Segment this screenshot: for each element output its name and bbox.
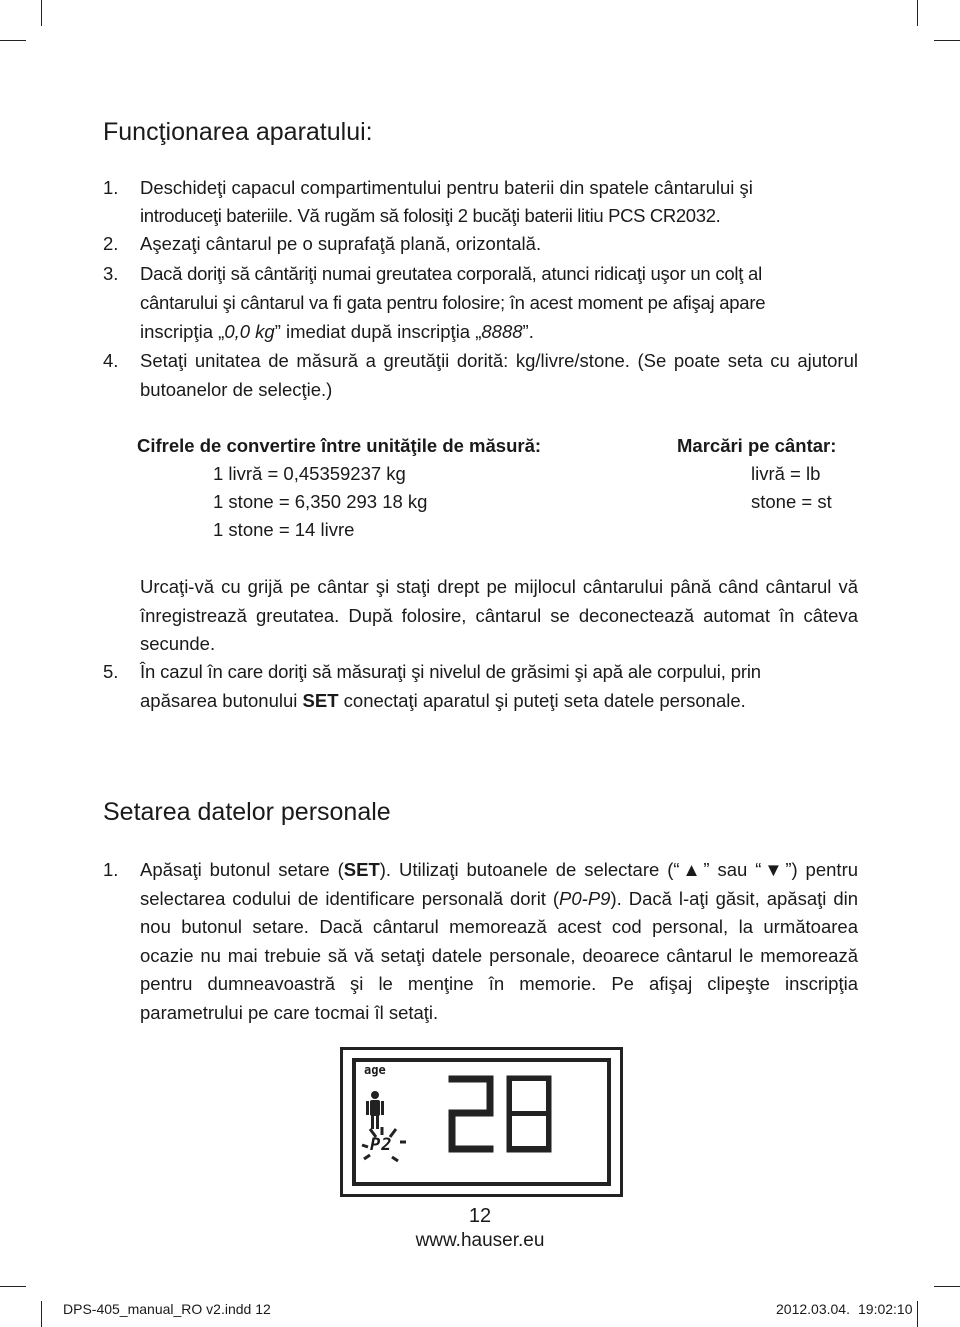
lcd-age-label: age [364, 1063, 386, 1077]
personal-code-range: P0-P9 [559, 887, 611, 909]
crop-mark-top-right-v [917, 0, 918, 26]
line-5-prefix: apăsarea butonului [140, 690, 303, 711]
crop-mark-bottom-left-h [0, 1286, 26, 1287]
footer-time: 19:02:10 [858, 1301, 913, 1317]
s2-text-2: ). Utilizaţi butoanele de selectare (“ [379, 859, 680, 880]
display-test-reading: 8888 [481, 321, 523, 342]
personal-data-instructions [140, 856, 858, 1027]
weighing-instructions: Urcaţi-vă cu grijă pe cântar şi staţi drept pe mijlocul cântarului până când cântarul vă înregistrează greutatea. După folosire, cântarul se deconectează automat în câteva secunde. [140, 576, 858, 654]
markings-row-1: livră = lb [751, 463, 821, 484]
list-number-4: 4. [103, 350, 119, 371]
down-arrow-icon: ▼ [761, 859, 786, 880]
s2-set-label: SET [343, 859, 380, 880]
conversion-row-3: 1 stone = 14 livre [213, 519, 355, 540]
scale-lcd-display [340, 1047, 623, 1197]
list-item-5-line-1: În cazul în care doriţi să măsuraţi şi nivelul de grăsimi şi apă ale corpului, prin [140, 661, 761, 682]
s2-text-4: ”) pentru selectarea codului de identificare personală dorit ( [140, 859, 859, 909]
list-number-5: 5. [103, 661, 119, 682]
crop-mark-top-left-v [41, 0, 42, 26]
conversion-row-2: 1 stone = 6,350 293 18 kg [213, 491, 428, 512]
website-link[interactable]: www.hauser.eu [415, 1230, 545, 1251]
list-item-4-text: Setaţi unitatea de măsură a greutăţii dorită: kg/livre/stone. (Se poate seta cu ajutorul butoanelor de selecţie.) [140, 350, 858, 400]
list-number-2: 2. [103, 233, 119, 254]
conversion-heading: Cifrele de convertire între unităţile de măsură: [137, 435, 542, 456]
crop-mark-top-right-h [934, 40, 960, 41]
section-title-personal-data: Setarea datelor personale [103, 798, 391, 826]
display-zero-reading: 0,0 kg [224, 321, 275, 342]
line-5-suffix: conectaţi aparatul şi puteţi seta datele personale. [338, 690, 746, 711]
list-number-1: 1. [103, 177, 119, 198]
section-title-operation: Funcţionarea aparatului: [103, 118, 373, 146]
markings-row-2: stone = st [751, 491, 832, 512]
crop-mark-bottom-left-v [41, 1301, 42, 1327]
s2-text-1: Apăsaţi butonul setare ( [140, 859, 344, 880]
list-number-s2-1: 1. [103, 859, 119, 880]
list-item-5-line-2 [140, 687, 746, 715]
s2-text-5: ). Dacă l-aţi găsit, apăsaţi din nou butonul setare. Dacă cântarul memorează acest cod personal, la următoarea ocazie nu mai trebuie să vă setaţi datele personale, deoarece cântarul le memorează pentru dumneavoastră şi le menţine în memorie. Pe afişaj clipeşte inscripţia parametrului pe care tocmai îl setaţi. [140, 887, 859, 1023]
footer-file-name: DPS-405_manual_RO v2.indd 12 [63, 1301, 271, 1317]
page-number: 12 [468, 1205, 492, 1227]
list-item-3-line-1: Dacă doriţi să cântăriţi numai greutatea corporală, atunci ridicaţi uşor un colţ al [140, 263, 762, 284]
footer-date: 2012.03.04. [776, 1301, 850, 1317]
line-3-prefix: inscripţia „ [140, 321, 225, 342]
s2-text-3: ” sau “ [703, 859, 762, 880]
line-3-middle: ” imediat după inscripţia „ [274, 321, 482, 342]
list-number-3: 3. [103, 263, 119, 284]
conversion-row-1: 1 livră = 0,45359237 kg [213, 463, 406, 484]
up-arrow-icon: ▲ [679, 859, 704, 880]
crop-mark-top-left-h [0, 40, 26, 41]
markings-heading: Marcări pe cântar: [677, 435, 837, 456]
line-3-suffix: ”. [522, 321, 534, 342]
list-item-1-line-2: introduceţi bateriile. Vă rugăm să folosiţi 2 bucăţi baterii litiu PCS CR2032. [140, 205, 721, 226]
crop-mark-bottom-right-h [934, 1286, 960, 1287]
list-item-3-line-2: cântarului şi cântarul va fi gata pentru folosire; în acest moment pe afişaj apare [140, 292, 766, 313]
list-item-3-line-3 [140, 318, 534, 346]
lcd-person-code: P2 [370, 1135, 393, 1155]
crop-mark-bottom-right-v [917, 1301, 918, 1327]
list-item-2-text: Aşezaţi cântarul pe o suprafaţă plană, orizontală. [140, 233, 542, 254]
list-item-1-line-1: Deschideţi capacul compartimentului pentru baterii din spatele cântarului şi [140, 177, 753, 198]
set-button-name: SET [302, 690, 339, 711]
